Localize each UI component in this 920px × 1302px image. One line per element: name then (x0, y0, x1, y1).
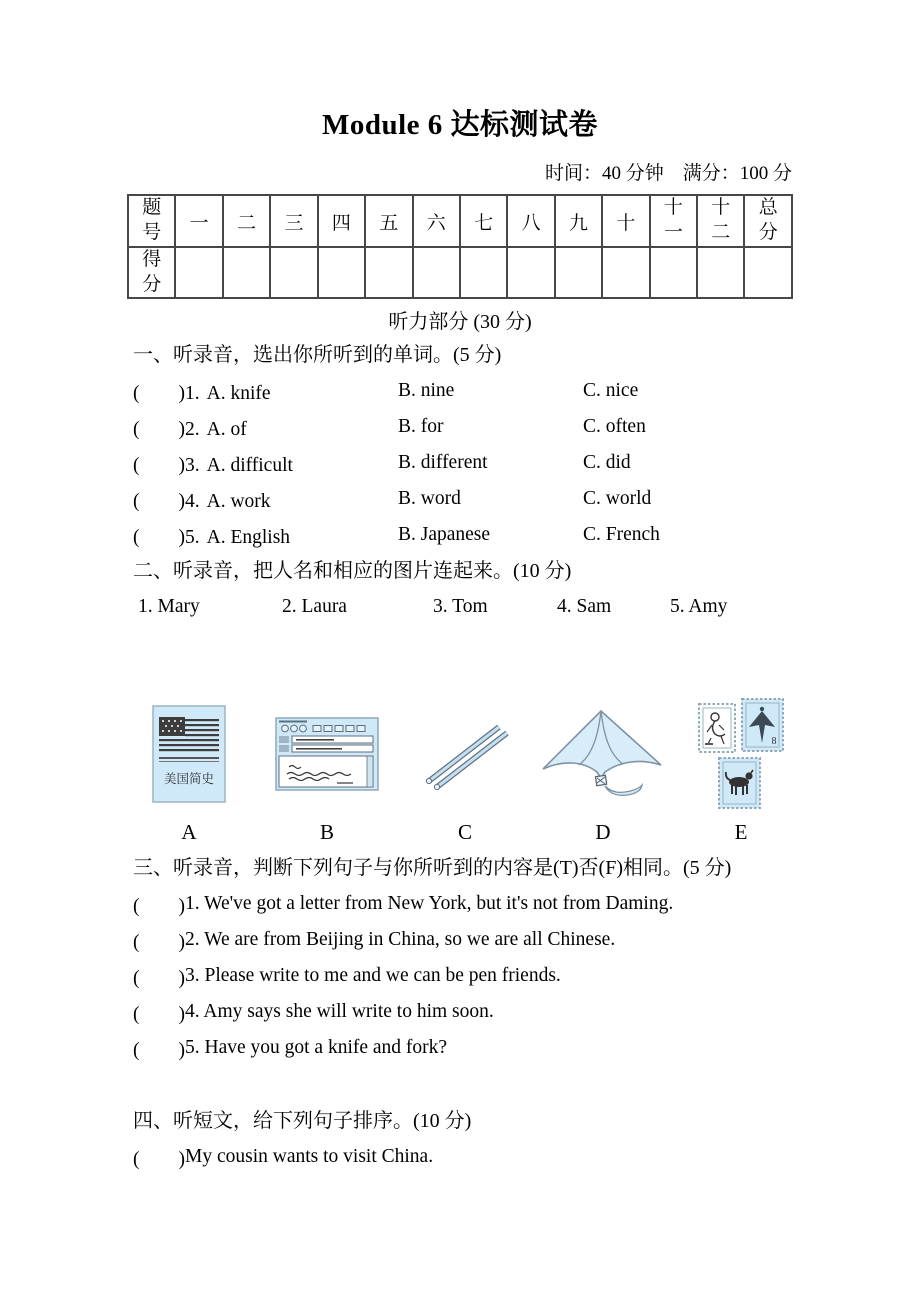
q-first-col (133, 485, 398, 513)
score-cell (460, 247, 507, 298)
col-header: 二 (223, 195, 270, 247)
answer-bracket: ( ) (133, 1004, 185, 1026)
col-header: 九 (555, 195, 602, 247)
question-row (133, 409, 920, 445)
answer-bracket: ( ) (133, 932, 185, 954)
score-table-score-row (128, 247, 792, 298)
tf-item-row (133, 1030, 920, 1066)
col-header: 十二 (697, 195, 744, 247)
score-table (127, 194, 793, 299)
col-header: 六 (413, 195, 460, 247)
us-history-book-image (152, 705, 226, 803)
q-first-col (133, 413, 398, 441)
col-header: 四 (318, 195, 365, 247)
option-c: C. nice (583, 380, 639, 402)
kite-image (539, 707, 667, 801)
answer-bracket: ( ) (133, 896, 185, 918)
time-and-score-line: 时间：40 分钟 满分：100 分 (544, 163, 792, 184)
stamp-figure (699, 704, 735, 752)
col-header: 八 (507, 195, 554, 247)
question-row (133, 373, 920, 409)
picture-a-book (120, 694, 258, 814)
option-a: A. English (206, 527, 291, 549)
ordering-sentence: My cousin wants to visit China. (185, 1146, 434, 1168)
chopsticks-image (421, 715, 509, 793)
picture-label: B (319, 820, 334, 845)
section4-title: 四、听短文，给下列句子排序。(10 分) (133, 1110, 472, 1133)
listening-part-header: 听力部分 (30 分) (388, 311, 532, 334)
stamps-image (697, 698, 785, 810)
name-item: 1. Mary (138, 596, 200, 618)
answer-bracket: ( )2. (133, 419, 200, 441)
answer-bracket: ( )1. (133, 383, 200, 405)
option-c: C. French (583, 524, 660, 546)
section2-title: 二、听录音，把人名和相应的图片连起来。(10 分) (133, 560, 572, 583)
tf-item-row (133, 958, 920, 994)
picture-c-chopsticks (396, 694, 534, 814)
answer-bracket: ( ) (133, 968, 185, 990)
option-b: B. word (398, 488, 461, 510)
picture-e-stamps (672, 694, 810, 814)
book-title-text: 美国简史 (163, 772, 215, 787)
option-a: A. work (206, 491, 271, 513)
score-cell (413, 247, 460, 298)
tf-sentence: 5. Have you got a knife and fork? (185, 1037, 448, 1059)
score-row-header-cell (128, 247, 175, 298)
tf-item-row (133, 994, 920, 1030)
name-item: 3. Tom (433, 596, 488, 618)
ordering-item-row (133, 1139, 920, 1175)
col-header: 七 (460, 195, 507, 247)
option-c: C. world (583, 488, 652, 510)
pictures-row (120, 694, 810, 814)
section3-title: 三、听录音，判断下列句子与你所听到的内容是(T)否(F)相同。(5 分) (133, 857, 732, 880)
option-a: A. difficult (206, 455, 293, 477)
score-table-header-row (128, 195, 792, 247)
score-cell (697, 247, 744, 298)
score-row-label: 得分 (142, 249, 162, 295)
tf-sentence: 4. Amy says she will write to him soon. (185, 1001, 494, 1023)
stamp-kite (742, 699, 783, 751)
answer-bracket: ( ) (133, 1149, 185, 1171)
q-first-col (133, 377, 398, 405)
score-cell (223, 247, 270, 298)
score-cell (270, 247, 317, 298)
col-header-total: 总分 (744, 195, 792, 247)
question-row (133, 517, 920, 553)
paper-body (133, 337, 920, 625)
col-header: 十 (602, 195, 649, 247)
option-b: B. nine (398, 380, 455, 402)
col-header: 五 (365, 195, 412, 247)
col-header: 十一 (650, 195, 697, 247)
option-a: A. knife (206, 383, 271, 405)
corner-label: 题号 (142, 197, 162, 243)
email-window-image (275, 717, 379, 791)
names-row (133, 589, 920, 625)
score-cell (650, 247, 697, 298)
answer-bracket: ( )5. (133, 527, 200, 549)
picture-labels-row (120, 814, 810, 850)
score-cell (602, 247, 649, 298)
tf-item-row (133, 886, 920, 922)
page-title: Module 6 达标测试卷 (321, 109, 599, 141)
tf-sentence: 2. We are from Beijing in China, so we are all Chinese. (185, 929, 616, 951)
score-cell (365, 247, 412, 298)
section1-title: 一、听录音，选出你所听到的单词。(5 分) (133, 344, 502, 367)
name-item: 2. Laura (282, 596, 347, 618)
paper-body-lower (133, 850, 920, 1175)
name-item: 4. Sam (557, 596, 612, 618)
question-row (133, 481, 920, 517)
picture-label: E (734, 820, 748, 845)
score-table-corner-cell (128, 195, 175, 247)
q-first-col (133, 521, 398, 549)
picture-b-email (258, 694, 396, 814)
option-b: B. for (398, 416, 444, 438)
picture-label: D (595, 820, 611, 845)
option-b: B. Japanese (398, 524, 491, 546)
picture-d-kite (534, 694, 672, 814)
score-cell (318, 247, 365, 298)
col-header: 三 (270, 195, 317, 247)
answer-bracket: ( )4. (133, 491, 200, 513)
option-a: A. of (206, 419, 247, 441)
q-first-col (133, 449, 398, 477)
name-item: 5. Amy (670, 596, 728, 618)
stamp-dog (719, 758, 760, 808)
col-header: 一 (175, 195, 222, 247)
option-b: B. different (398, 452, 488, 474)
answer-bracket: ( ) (133, 1040, 185, 1062)
answer-bracket: ( )3. (133, 455, 200, 477)
score-cell (555, 247, 602, 298)
picture-label: C (457, 820, 472, 845)
picture-label: A (181, 820, 197, 845)
question-row (133, 445, 920, 481)
score-cell (507, 247, 554, 298)
tf-item-row (133, 922, 920, 958)
option-c: C. often (583, 416, 646, 438)
stamp-value-text: 8 (771, 736, 777, 748)
tf-sentence: 1. We've got a letter from New York, but it's not from Daming. (185, 893, 674, 915)
score-cell-total (744, 247, 792, 298)
option-c: C. did (583, 452, 631, 474)
tf-sentence: 3. Please write to me and we can be pen friends. (185, 965, 561, 987)
score-cell (175, 247, 222, 298)
